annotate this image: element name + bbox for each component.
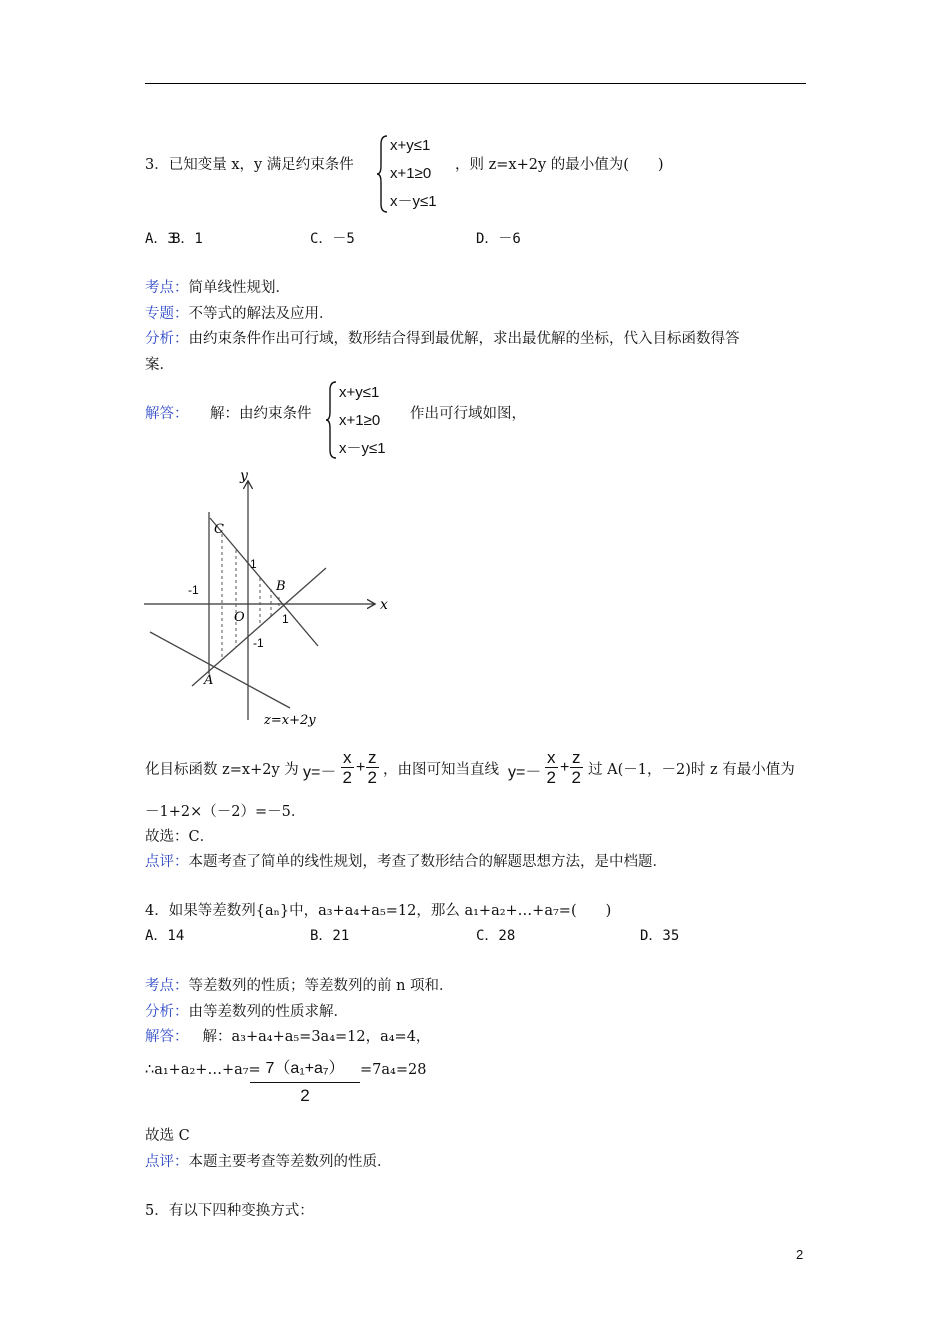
label-kaodian: 考点： [145, 280, 189, 296]
q4-option-b: B．21 [310, 928, 350, 944]
q3-brace-2 [325, 380, 339, 460]
point-c-label: C [214, 522, 224, 537]
objective-label: z=x+2y [264, 713, 316, 728]
q3-calc: －1+2×（－2）=－5． [145, 804, 306, 820]
point-a-label: A [204, 673, 214, 688]
x-axis-label: x [380, 597, 388, 613]
objective-line [150, 632, 290, 708]
label-kaodian: 考点： [145, 978, 189, 994]
q4-jieda [145, 1025, 430, 1046]
label-jieda: 解答： [145, 1029, 189, 1045]
tick-x-neg1: -1 [188, 583, 199, 597]
label-fenxi: 分析： [145, 331, 189, 347]
tick-y-1: 1 [250, 557, 257, 571]
plus-2: + [560, 759, 570, 776]
q4-fraction [250, 1056, 360, 1109]
frac-num: z [368, 748, 377, 767]
q3-guxuan: 故选：C． [145, 829, 215, 845]
q4-result: =7a₄=28 [360, 1062, 427, 1078]
q3-option-a: A．3 [145, 231, 176, 247]
q3-jieda-label: 解答： [145, 406, 189, 422]
tick-x-1: 1 [282, 612, 289, 626]
q3-stem-b: ，则 z=x+2y 的最小值为( ) [455, 157, 664, 173]
q4-fenxi [145, 1000, 348, 1021]
q3-dianping [145, 850, 667, 871]
q4-stem: 4．如果等差数列{aₙ}中，a₃+a₄+a₅=12，那么 a₁+a₂+…+a₇=( ) [145, 903, 612, 919]
slope-form-1 [303, 759, 336, 782]
q3-hua-2: ，由图可知当直线 [383, 762, 499, 778]
y-axis-label: y [240, 468, 248, 484]
q3-option-d: D．－6 [476, 231, 521, 247]
fenxi-text-1: 由约束条件作出可行域，数形结合得到最优解，求出最优解的坐标，代入目标函数得答 [188, 331, 740, 347]
q4-guxuan: 故选 C [145, 1128, 190, 1144]
frac-x-over-2-b [545, 748, 558, 787]
label-dianping: 点评： [145, 1154, 189, 1170]
q3-hua-1: 化目标函数 z=x+2y 为 [145, 762, 299, 778]
tick-y-neg1: -1 [253, 636, 264, 650]
frac-num: z [572, 748, 581, 767]
plus-1: + [356, 759, 366, 776]
q3-stem-a: 3．已知变量 x，y 满足约束条件 [145, 157, 354, 173]
frac-z-over-2-b [570, 748, 583, 787]
q3-fenxi [145, 327, 740, 348]
q3-constraint-system-2 [339, 379, 386, 463]
q3-constraint-system [390, 132, 437, 216]
constraint-1: x+y≤1 [390, 137, 431, 154]
frac-num: x [343, 748, 352, 767]
frac-den: 2 [300, 1086, 310, 1105]
origin-label: O [234, 610, 245, 625]
q3-option-c: C．－5 [310, 231, 355, 247]
dianping-text: 本题考查了简单的线性规划，考查了数形结合的解题思想方法，是中档题． [188, 854, 667, 870]
constraint-1b: x+y≤1 [339, 384, 380, 401]
header-rule [145, 83, 806, 84]
frac-den: 2 [342, 768, 352, 787]
zhuanti-text: 不等式的解法及应用． [188, 306, 334, 322]
q3-jieda-text: 解：由约束条件 [210, 406, 312, 422]
frac-den: 2 [367, 768, 377, 787]
frac-z-over-2-a [366, 748, 379, 787]
q4-kaodian [145, 974, 454, 995]
jieda-text: 解：a₃+a₄+a₅=3a₄=12，a₄=4， [202, 1029, 431, 1045]
constraint-3b: x－y≤1 [339, 440, 386, 457]
point-b-label: B [276, 579, 286, 594]
dianping-text: 本题主要考查等差数列的性质． [188, 1154, 392, 1170]
q4-option-c: C．28 [476, 928, 516, 944]
label-fenxi: 分析： [145, 1004, 189, 1020]
frac-num: 7（a₁+a₇） [250, 1056, 360, 1083]
frac-x-over-2-a [341, 748, 354, 787]
q3-option-b: B．1 [172, 231, 203, 247]
y-eq-2: y=－ [508, 764, 542, 781]
y-eq-1: y=－ [303, 764, 337, 781]
q3-kaodian [145, 276, 290, 297]
q3-fenxi-cont: 案． [145, 357, 174, 373]
line-x-plus-y [210, 518, 318, 646]
q4-therefore: ∴a₁+a₂+…+a₇= [145, 1062, 261, 1078]
q4-option-a: A．14 [145, 928, 185, 944]
region-hatch [222, 534, 279, 660]
q3-brace [376, 134, 390, 214]
frac-den: 2 [546, 768, 556, 787]
feasible-region-graph [140, 462, 400, 734]
kaodian-text: 等差数列的性质；等差数列的前 n 项和． [188, 978, 454, 994]
q3-zhuanti [145, 302, 334, 323]
label-dianping: 点评： [145, 854, 189, 870]
kaodian-text: 简单线性规划． [188, 280, 290, 296]
frac-num: x [547, 748, 556, 767]
q3-hua-3: 过 A(－1，－2)时 z 有最小值为 [588, 762, 795, 778]
frac-den: 2 [571, 768, 581, 787]
q4-dianping [145, 1150, 392, 1171]
slope-form-2 [508, 759, 541, 782]
constraint-3: x－y≤1 [390, 193, 437, 210]
line-x-minus-y [192, 568, 326, 686]
constraint-2b: x+1≥0 [339, 412, 381, 429]
label-zhuanti: 专题： [145, 306, 189, 322]
q5-stem: 5．有以下四种变换方式： [145, 1203, 314, 1219]
page-number: 2 [796, 1247, 804, 1262]
q3-jieda-text-2: 作出可行域如图， [410, 406, 526, 422]
fenxi-text: 由等差数列的性质求解． [188, 1004, 348, 1020]
q4-option-d: D．35 [640, 928, 680, 944]
constraint-2: x+1≥0 [390, 165, 432, 182]
